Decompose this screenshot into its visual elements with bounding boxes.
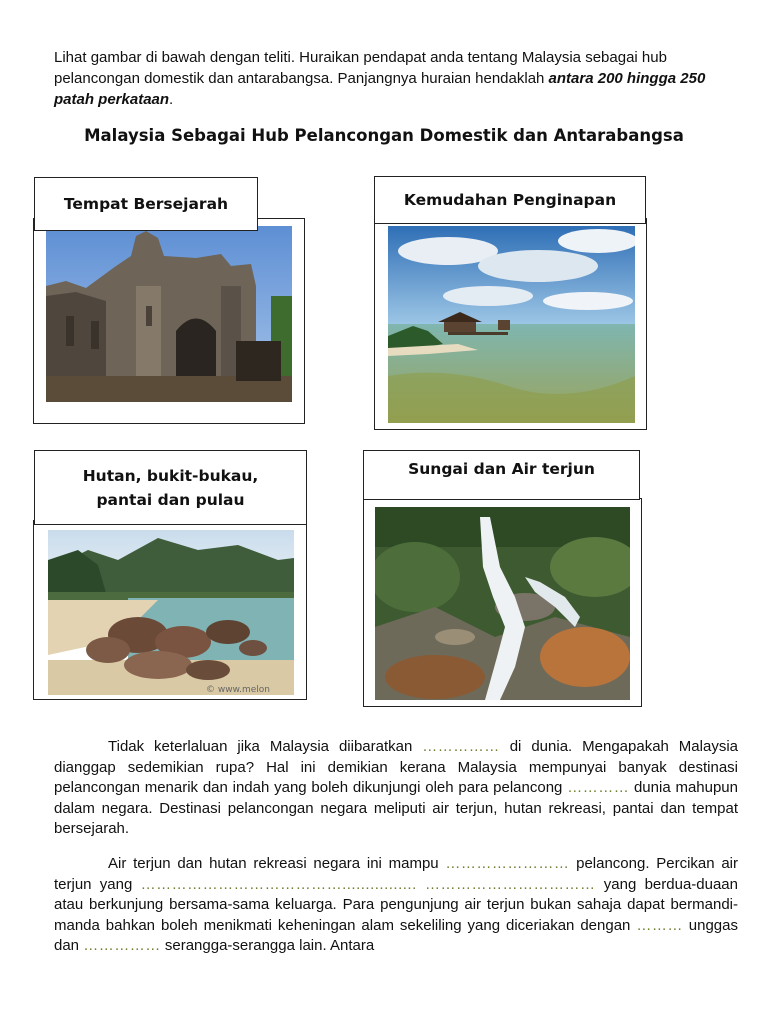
instruction-main: Lihat gambar di bawah dengan teliti. Huraikan pendapat anda tentang Malaysia sebagai hub pelancongan domestik dan antarabangsa. Panjangnya huraian hendaklah [54,49,667,87]
para2-text-d: unggas dan [54,916,738,954]
instruction-emphasis: antara 200 hingga 250 patah perkataan [54,70,706,108]
card-label-accommodation [374,176,646,224]
label-line-2: pantai dan pulau [96,490,245,509]
blank-field: …………………………… [425,875,596,893]
photo-beach-resort [388,226,635,423]
photo-beach-rocks [48,530,294,695]
para1-text-c: dunia mahupun dalam negara. Destinasi pelancongan negara meliputi air terjun, hutan rekreasi, pantai dan tempat bersejarah. [54,779,738,837]
para1-text-b: di dunia. Mengapakah Malaysia dianggap sedemikian rupa? Hal ini demikian kerana Malaysia mempunyai banyak destinasi pelancongan menarik dan indah yang boleh dikunjungi oleh para pelancong [54,738,738,796]
label-text: Kemudahan Penginapan [403,191,617,209]
instruction-end: . [169,91,174,108]
card-label-historical [34,177,258,231]
watermark-text: © www.melon [206,685,270,695]
instruction-text [54,47,738,110]
para1-text-a: Tidak keterlaluan jika Malaysia diibaratkan [108,738,423,755]
label-text: Tempat Bersejarah [63,195,229,213]
para2-text-b: pelancong. Percikan air terjun yang [54,855,738,893]
para2-text-a: Air terjun dan hutan rekreasi negara ini mampu [108,855,446,872]
label-text: Sungai dan Air terjun [408,460,595,478]
para2-text-e: serangga-serangga lain. Antara [160,937,375,954]
paragraph-1 [54,737,738,840]
blank-field: …………………………………................ [140,875,417,893]
card-label-waterfall [363,450,640,500]
blank-field: ………… [567,779,630,796]
page-title: Malaysia Sebagai Hub Pelancongan Domestik dan Antarabangsa [84,126,684,145]
paragraph-2 [54,854,738,957]
photo-historical-ruins [46,226,292,402]
para2-text-c: yang berdua-duaan atau berkunjung bersama-sama keluarga. Para pengunjung air terjun bukan sahaja dapat bermandi-manda bahkan boleh menikmati keheningan alam sekeliling yang diceriakan dengan [54,875,738,934]
blank-field: …………… [422,738,500,755]
blank-field: …………………… [445,855,570,872]
photo-waterfall [375,507,630,700]
blank-field: …………… [83,937,161,954]
blank-field: ……… [636,916,683,934]
label-line-1: Hutan, bukit-bukau, [82,466,259,485]
card-label-forest-beach [34,450,307,525]
